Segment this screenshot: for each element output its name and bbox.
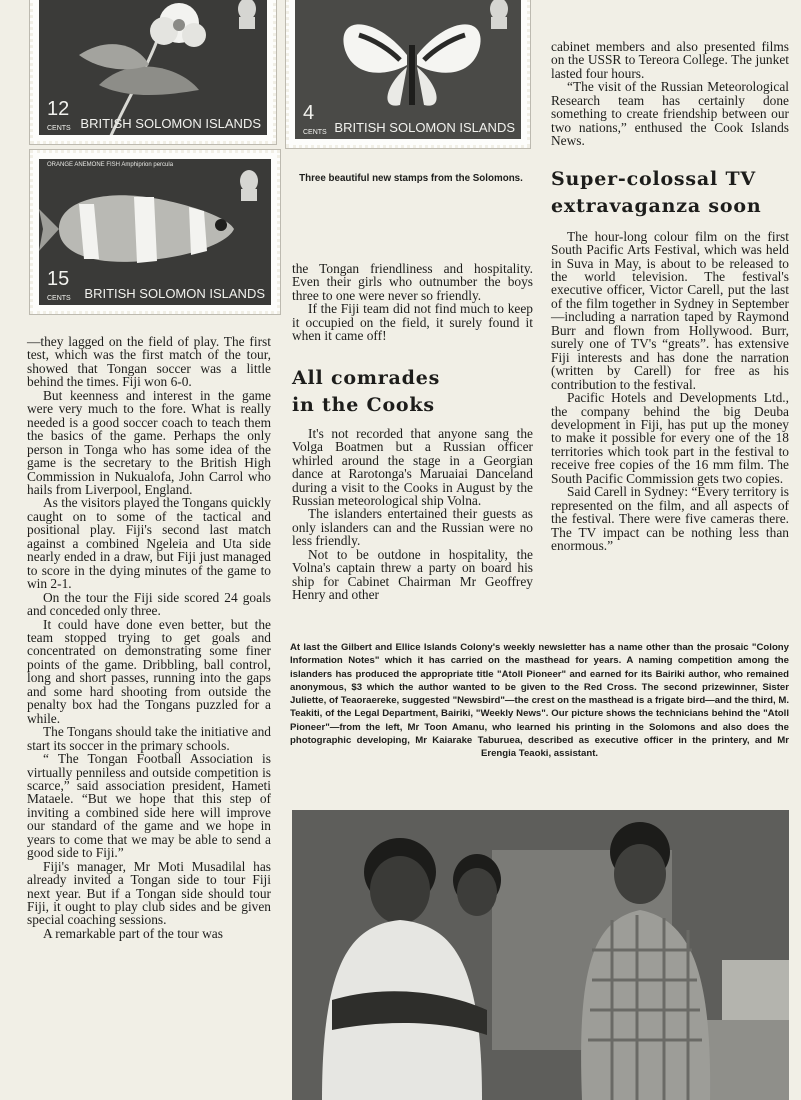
paragraph: But keenness and interest in the game were very much to the fore. What is really needed is a good soccer coach to teach them the basics of the game. Perhaps the only person in Tonga who has some idea of the game is the secretary to the British High Commission in Nukualofa, John Carrol who hails from Liverpool, England. xyxy=(27,387,271,497)
queen-head-icon xyxy=(485,0,511,29)
paragraph: On the tour the Fiji side scored 24 goals and conceded only three. xyxy=(27,589,271,619)
paragraph: Pacific Hotels and Developments Ltd., the company behind the big Deuba development in Fiji, has put up the money to make it possible for every one of the 18 territories which took part in the festival to receive free copies of the 16 mm film. The South Pacific Commission gets two copies. xyxy=(551,390,789,486)
paragraph: A remarkable part of the tour was xyxy=(43,925,223,941)
stamp-cents: CENTS xyxy=(303,129,327,136)
column-3 xyxy=(551,40,789,553)
photo-printery-technicians xyxy=(292,810,789,1100)
stamp-flower xyxy=(30,0,276,144)
stamp-country: BRITISH SOLOMON ISLANDS xyxy=(84,286,265,301)
stamp-cents: CENTS xyxy=(47,295,71,302)
paragraph: Said Carell in Sydney: “Every territory is represented on the film, and all aspects of the festival. There were five cameras there. The TV impact can be nothing less than enormous.” xyxy=(551,484,789,554)
stamp-country: BRITISH SOLOMON ISLANDS xyxy=(80,116,261,131)
paragraph: The Tongans should take the initiative and start its soccer in the primary schools. xyxy=(27,724,271,753)
stamp-cents: CENTS xyxy=(47,125,71,132)
column-1 xyxy=(27,335,271,940)
headline-line: Super-colossal TV xyxy=(551,167,756,190)
paragraph: the Tongan friendliness and hospitality. Even their girls who outnumber the boys three to one were never so friendly. xyxy=(292,261,533,303)
headline-line: All comrades xyxy=(292,366,441,389)
paragraph: Not to be outdone in hospitality, the Volna's captain threw a party on board his ship for Cabinet Chairman Mr Geoffrey Henry and other xyxy=(292,546,533,603)
queen-head-icon xyxy=(233,0,259,29)
paragraph: “ The Tongan Football Association is virtually penniless and outside competition is scarce,” said association president, Hameti Mataele. “But we hope that this step of inviting a combined side here will improve our standard of the game and we hope in years to come that we may be able to send a good side to Fiji.” xyxy=(27,751,271,861)
stamp-butterfly xyxy=(286,0,530,148)
paragraph: As the visitors played the Tongans quickly caught on to some of the tactical and positional play. Fiji's second last match against a combined Ngeleia and Uta side nearly ended in a draw, but Fiji just managed to score in the dying minutes of the game to win 2-1. xyxy=(27,495,271,592)
paragraph: The islanders entertained their guests as only islanders can and the Russian were no less friendly. xyxy=(292,506,533,549)
atoll-pioneer-note: At last the Gilbert and Ellice Islands Colony's weekly newsletter has a name other than the prosaic "Colony Information Notes" which it has carried on the masthead for years. A naming competition among the islanders has produced the appropriate title "Atoll Pioneer" and earned for its Bairiki author, who remained anonymous, $3 which the author wanted to be given to the Red Cross. The second prizewinner, Sister Juliette, of Teaoraereke, suggested "Newsbird"—the crest on the masthead is a frigate bird—and the third, M. Teakiti, of the Legal Department, Bairiki, "Weekly News". Our picture shows the technicians behind the "Atoll Pioneer"—from the left, Mr Toon Amanu, who learned his printing in the Solomons and also does the photographic developing, Mr Kaiarake Taburuea, described as executive officer in the printery, and Mr Erengia Teaoki, assistant. xyxy=(290,642,789,760)
paragraph: —they lagged on the field of play. The first test, which was the first match of the tour, showed that Tongan soccer was a little behind the times. Fiji won 6-0. xyxy=(27,334,271,390)
paragraph: “The visit of the Russian Meteorological Research team has certainly done something to create friendship between our two nations,” enthused the Cook Islands News. xyxy=(551,79,789,149)
stamp-value: 15 xyxy=(47,268,70,290)
headline-line: in the Cooks xyxy=(292,393,435,416)
paragraph: It could have done even better, but the team stopped trying to get goals and concentrated on demonstrating some finer points of the game. Dribbling, ball control, long and short passes, running into the gaps and some hard shooting from outside the penalty box had the Tongans puzzled for a while. xyxy=(27,616,271,726)
paragraph: The hour-long colour film on the first South Pacific Arts Festival, which was held in Suva in May, is about to be released to the world television. The festival's executive officer, Victor Carell, put the last of the film together in Sydney in September—including a narration taped by Raymond Burr and flown from Hollywood. Burr, surely one of TV's “greats”. has extensive Fiji interests and has done the narration (written by Carell) for free as his contribution to the festival. xyxy=(551,228,789,392)
photo-illustration xyxy=(292,810,789,1100)
stamp-anemone-fish xyxy=(30,150,280,314)
stamp-country: BRITISH SOLOMON ISLANDS xyxy=(334,120,515,135)
headline-comrades xyxy=(292,365,533,419)
paragraph: It's not recorded that anyone sang the Volga Boatmen but a Russian officer whirled around the stage in a Georgian dance at Rarotonga's Maruaiai Danceland during a visit to the Cooks in August by the Russian meteorological ship Volna. xyxy=(292,425,533,508)
stamp-caption: Three beautiful new stamps from the Solomons. xyxy=(299,173,523,184)
headline-tv-extravaganza xyxy=(551,166,789,220)
queen-head-icon xyxy=(235,167,261,201)
stamp-value: 12 xyxy=(47,98,70,120)
paragraph: Fiji's manager, Mr Moti Musadilal has already invited a Tongan side to tour Fiji next year. But if a Tongan side should tour Fiji, it ought to play club sides and be given special coaching sessions. xyxy=(27,858,271,928)
stamp-top-caption: ORANGE ANEMONE FISH Amphiprion percula xyxy=(47,162,174,168)
column-2 xyxy=(292,262,533,602)
paragraph: cabinet members and also presented films on the USSR to Tereora College. The junket lasted four hours. xyxy=(551,39,789,81)
stamp-value: 4 xyxy=(303,102,315,124)
headline-line: extravaganza soon xyxy=(551,194,762,217)
paragraph: If the Fiji team did not find much to keep it occupied on the field, it surely found it when it came off! xyxy=(292,301,533,344)
